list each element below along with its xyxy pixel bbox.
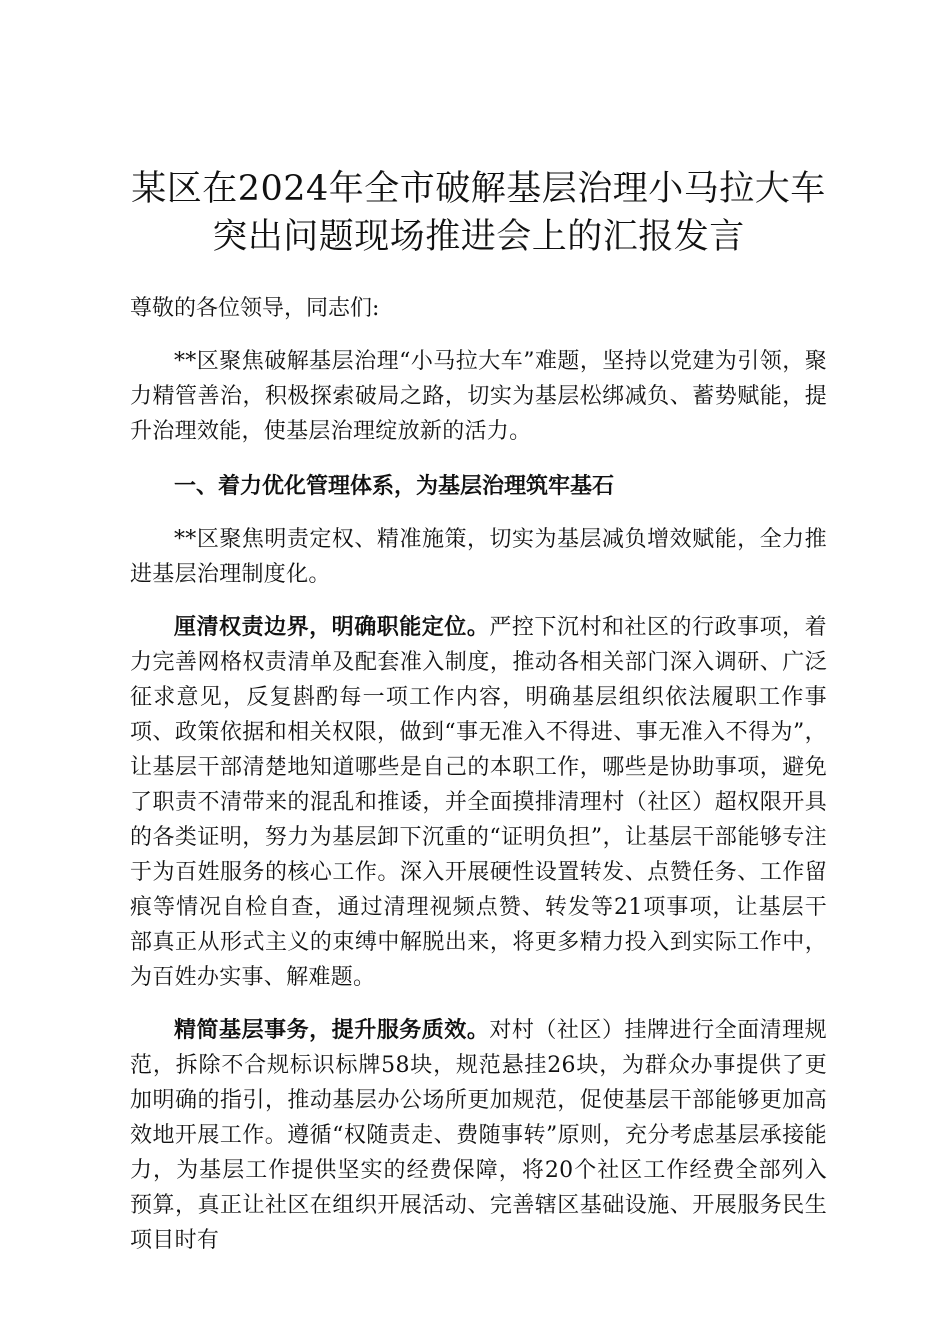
paragraph-1-body: 严控下沉村和社区的行政事项，着力完善网格权责清单及配套准入制度，推动各相关部门深入调研、广泛征求意见，反复斟酌每一项工作内容，明确基层组织依法履职工作事项、政策依据和相关权限，做到“事无准入不得进、事无准入不得为”，让基层干部清楚地知道哪些是自己的本职工作，哪些是协助事项，避免了职责不清带来的混乱和推诿，并全面摸排清理村（社区）超权限开具的各类证明，努力为基层卸下沉重的“证明负担”，让基层干部能够专注于为百姓服务的核心工作。深入开展硬性设置转发、点赞任务、工作留痕等情况自检自查，通过清理视频点赞、转发等21项事项，让基层干部真正从形式主义的束缚中解脱出来，将更多精力投入到实际工作中，为百姓办实事、解难题。	[130, 615, 827, 990]
section-1-intro: **区聚焦明责定权、精准施策，切实为基层减负增效赋能，全力推进基层治理制度化。	[130, 527, 827, 587]
document-title	[130, 165, 827, 261]
paragraph-1-lead: 厘清权责边界，明确职能定位。	[174, 614, 490, 640]
section-1-paragraph-2	[130, 1013, 827, 1258]
salutation: 尊敬的各位领导，同志们:	[130, 296, 380, 321]
document-page	[130, 165, 827, 1258]
paragraph-2-body: 对村（社区）挂牌进行全面清理规范，拆除不合规标识标牌58块，规范悬挂26块，为群众办事提供了更加明确的指引，推动基层办公场所更加规范，促使基层干部能够更加高效地开展工作。遵循“权随责走、费随事转”原则，充分考虑基层承接能力，为基层工作提供坚实的经费保障，将20个社区工作经费全部列入预算，真正让社区在组织开展活动、完善辖区基础设施、开展服务民生项目时有	[130, 1018, 827, 1253]
title-line-1: 某区在2024年全市破解基层治理小马拉大车	[131, 169, 826, 209]
title-line-2: 突出问题现场推进会上的汇报发言	[212, 217, 745, 257]
section-1-heading: 一、着力优化管理体系，为基层治理筑牢基石	[174, 473, 615, 499]
paragraph-2-lead: 精简基层事务，提升服务质效。	[174, 1017, 490, 1043]
section-1-paragraph-1	[130, 610, 827, 995]
intro-paragraph: **区聚焦破解基层治理“小马拉大车”难题，坚持以党建为引领，聚力精管善治，积极探索破局之路，切实为基层松绑减负、蓄势赋能，提升治理效能，使基层治理绽放新的活力。	[130, 349, 827, 444]
